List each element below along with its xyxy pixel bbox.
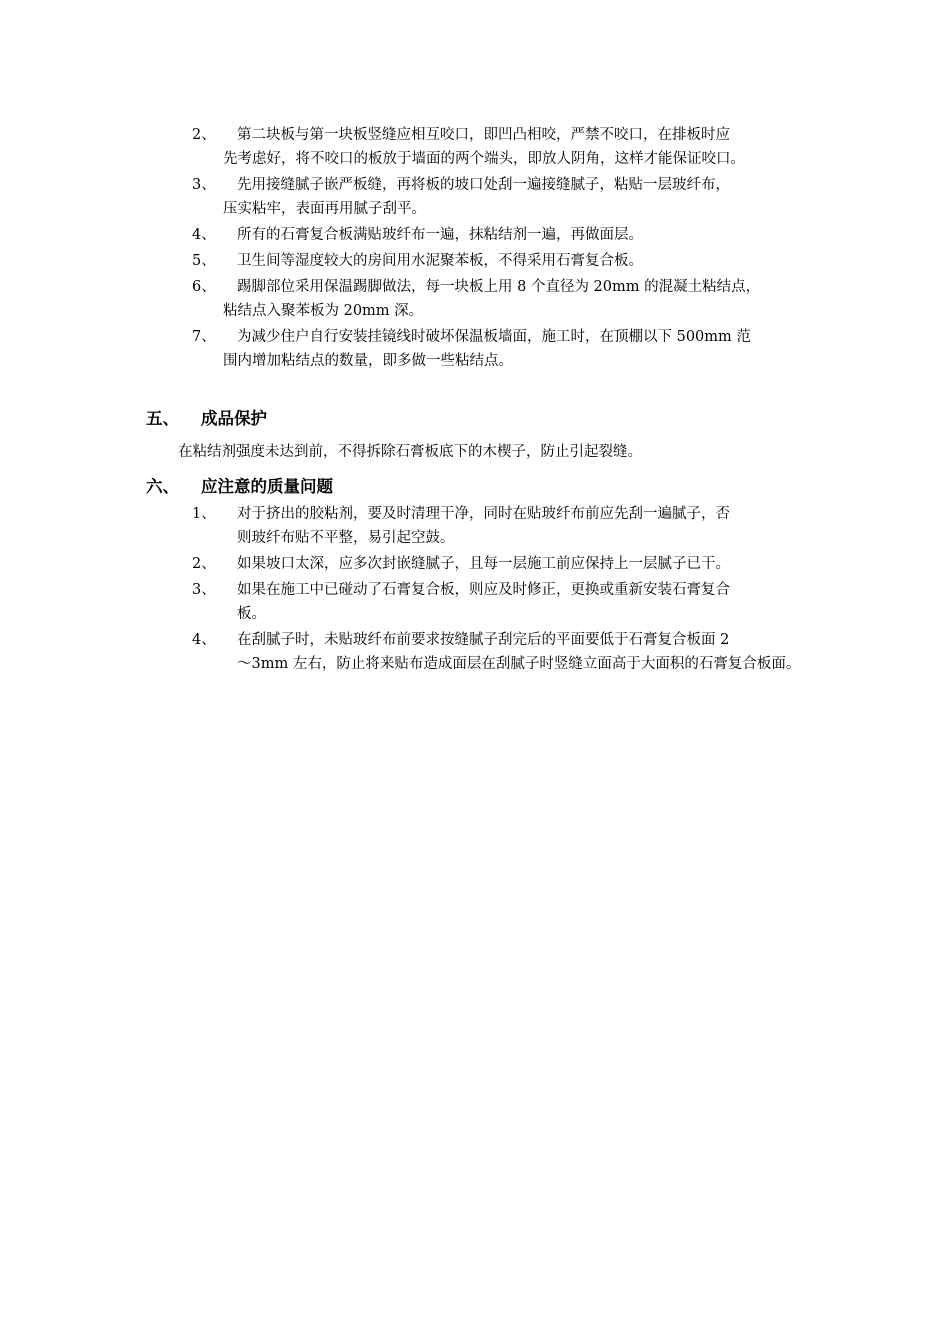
item-number: 2、 [192, 127, 216, 143]
section-heading-quality-issues [146, 475, 333, 499]
item-number: 4、 [192, 632, 216, 648]
section-paragraph: 在粘结剂强度未达到前，不得拆除石膏板底下的木楔子，防止引起裂缝。 [178, 444, 642, 460]
list-item [0, 578, 950, 626]
item-number: 5、 [192, 253, 216, 269]
list-item [0, 223, 950, 247]
item-number: 3、 [192, 177, 216, 193]
item-text-continued: 压实粘牢，表面再用腻子刮平。 [223, 201, 426, 217]
item-text-first-line: 如果坡口太深，应多次封嵌缝腻子，且每一层施工前应保持上一层腻子已干。 [237, 556, 730, 572]
item-text-continued: ～3mm 左右，防止将来贴布造成面层在刮腻子时竖缝立面高于大面积的石膏复合板面。 [237, 656, 801, 672]
list-item [0, 325, 950, 373]
item-number: 7、 [192, 329, 216, 345]
item-text-continued: 围内增加粘结点的数量，即多做一些粘结点。 [223, 353, 513, 369]
item-text-first-line: 为减少住户自行安装挂镜线时破坏保温板墙面，施工时，在顶棚以下 500mm 范 [237, 329, 751, 345]
item-text-first-line: 先用接缝腻子嵌严板缝，再将板的坡口处刮一遍接缝腻子，粘贴一层玻纤布， [237, 177, 730, 193]
item-text-continued: 先考虑好，将不咬口的板放于墙面的两个端头，即放人阴角，这样才能保证咬口。 [223, 151, 745, 167]
section-title: 应注意的质量问题 [201, 477, 333, 496]
construction-steps-list [0, 123, 950, 375]
list-item [0, 123, 950, 171]
item-text-first-line: 踢脚部位采用保温踢脚做法，每一块板上用 8 个直径为 20mm 的混凝土粘结点， [237, 279, 761, 295]
item-text-first-line: 第二块板与第一块板竖缝应相互咬口，即凹凸相咬，严禁不咬口，在排板时应 [237, 127, 730, 143]
list-item [0, 275, 950, 323]
item-text-first-line: 所有的石膏复合板满贴玻纤布一遍，抹粘结剂一遍，再做面层。 [237, 227, 643, 243]
item-text-first-line: 对于挤出的胶粘剂，要及时清理干净，同时在贴玻纤布前应先刮一遍腻子，否 [237, 506, 730, 522]
item-text-continued: 粘结点入聚苯板为 20mm 深。 [223, 303, 424, 319]
item-text-first-line: 卫生间等湿度较大的房间用水泥聚苯板，不得采用石膏复合板。 [237, 253, 643, 269]
item-number: 6、 [192, 279, 216, 295]
quality-issues-list [0, 502, 950, 678]
section-heading-finished-product-protection [146, 407, 267, 431]
list-item [0, 628, 950, 676]
section-number: 六、 [146, 477, 179, 496]
item-text-first-line: 如果在施工中已碰动了石膏复合板，则应及时修正，更换或重新安装石膏复合 [237, 582, 730, 598]
item-text-first-line: 在刮腻子时，未贴玻纤布前要求按缝腻子刮完后的平面要低于石膏复合板面 2 [237, 632, 730, 648]
list-item [0, 173, 950, 221]
list-item [0, 552, 950, 576]
item-text-continued: 则玻纤布贴不平整，易引起空鼓。 [237, 530, 455, 546]
item-number: 4、 [192, 227, 216, 243]
item-number: 3、 [192, 582, 216, 598]
list-item [0, 249, 950, 273]
section-title: 成品保护 [201, 409, 267, 428]
section-number: 五、 [146, 409, 179, 428]
item-number: 2、 [192, 556, 216, 572]
item-text-continued: 板。 [237, 606, 266, 622]
list-item [0, 502, 950, 550]
item-number: 1、 [192, 506, 216, 522]
